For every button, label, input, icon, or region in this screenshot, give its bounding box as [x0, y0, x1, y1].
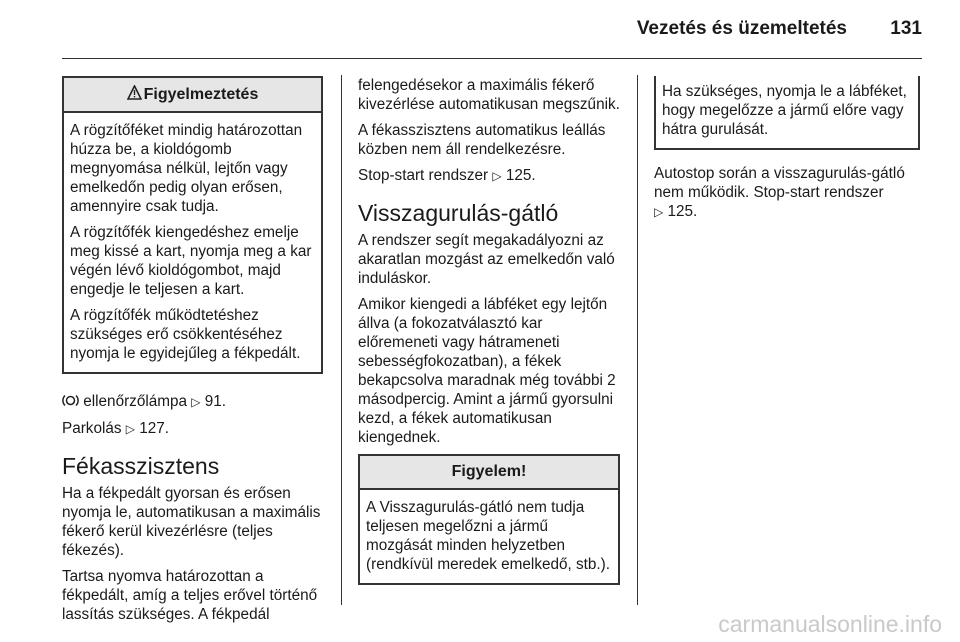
page-ref-arrow-icon: ▷ — [654, 205, 664, 219]
page-reference: 91. — [204, 393, 226, 410]
cross-reference-text: Stop-start rendszer — [358, 167, 489, 184]
column-1 — [62, 76, 323, 631]
cross-reference-line — [358, 166, 620, 186]
column-3 — [654, 76, 920, 229]
body-paragraph — [654, 164, 920, 222]
section-heading: Fékasszisztens — [62, 453, 220, 479]
page-reference: 127. — [139, 420, 170, 437]
section-heading: Visszagurulás-gátló — [358, 200, 559, 226]
page-number: 131 — [890, 18, 922, 39]
warning-triangle-icon — [127, 85, 142, 100]
body-paragraph: Tartsa nyomva határozottan a fékpedált, amíg a teljes erővel történő lassítás szükséges. A fékpedál — [62, 568, 318, 623]
body-paragraph: A fékasszisztens automatikus leállás közben nem áll rendelkezésre. — [358, 122, 606, 158]
warning-box — [62, 76, 323, 374]
page-ref-arrow-icon: ▷ — [492, 169, 502, 183]
caution-box-header: Figyelem! — [360, 456, 618, 490]
body-paragraph: Amikor kiengedi a lábféket egy lejtőn állva (a fokozatválasztó kar előremeneti vagy hátrameneti sebességfokozatban), a fékek bekapcsolva maradnak még további 2 másodpercig. Amint a jármű gyorsulni kezd, a fékek automatikusan kiengednek. — [358, 296, 616, 446]
warning-box-title: Figyelmeztetés — [143, 86, 259, 103]
cross-reference-text: ellenőrzőlámpa — [83, 393, 187, 410]
warning-paragraph: A rögzítőféket mindig határozottan húzza be, a kioldógomb megnyomása nélkül, lejtőn vagy emelkedőn pedig olyan erősen, amennyire csak tudja. — [70, 122, 303, 215]
caution-paragraph: A Visszagurulás-gátló nem tudja teljesen megelőzni a jármű mozgását minden helyzetben (rendkívül meredek emelkedő, stb.). — [366, 499, 611, 573]
body-paragraph: felengedésekor a maximális fékerő kivezérlése automatikusan megszűnik. — [358, 77, 620, 113]
warning-box-header — [64, 78, 321, 113]
column-divider — [637, 75, 638, 605]
cross-reference-line — [62, 392, 323, 412]
page-ref-arrow-icon: ▷ — [125, 422, 135, 436]
brake-warning-lamp-icon — [62, 394, 79, 407]
running-header-title: Vezetés és üzemeltetés — [636, 18, 847, 39]
body-paragraph: Ha a fékpedált gyorsan és erősen nyomja le, automatikusan a maximális fékerő kerül kivezérlésre (teljes fékezés). — [62, 485, 321, 559]
watermark: carmanualsonline.info — [718, 611, 942, 637]
warning-paragraph: A rögzítőfék kiengedéshez emelje meg kissé a kart, nyomja meg a kar végén lévő kioldógombot, majd engedje le teljesen a kart. — [70, 224, 312, 298]
body-paragraph: A rendszer segít megakadályozni az akaratlan mozgást az emelkedőn való induláskor. — [358, 232, 615, 287]
cross-reference-line — [62, 419, 323, 439]
page-ref-arrow-icon: ▷ — [191, 395, 201, 409]
cross-reference-text: Parkolás — [62, 420, 122, 437]
page-reference: 125. — [505, 167, 536, 184]
body-text: Autostop során a visszagurulás-gátló nem működik. Stop-start rendszer — [654, 165, 905, 201]
caution-box — [358, 454, 620, 585]
header-rule — [62, 58, 922, 59]
column-2 — [358, 76, 620, 585]
page-reference: 125. — [667, 203, 698, 220]
warning-paragraph: A rögzítőfék működtetéshez szükséges erő csökkentéséhez nyomja le egyidejűleg a fékpedált. — [70, 307, 301, 362]
caution-box-continued — [654, 76, 920, 150]
column-divider — [341, 75, 342, 605]
caution-paragraph: Ha szükséges, nyomja le a lábféket, hogy megelőzze a jármű előre vagy hátra gurulását. — [662, 83, 907, 138]
